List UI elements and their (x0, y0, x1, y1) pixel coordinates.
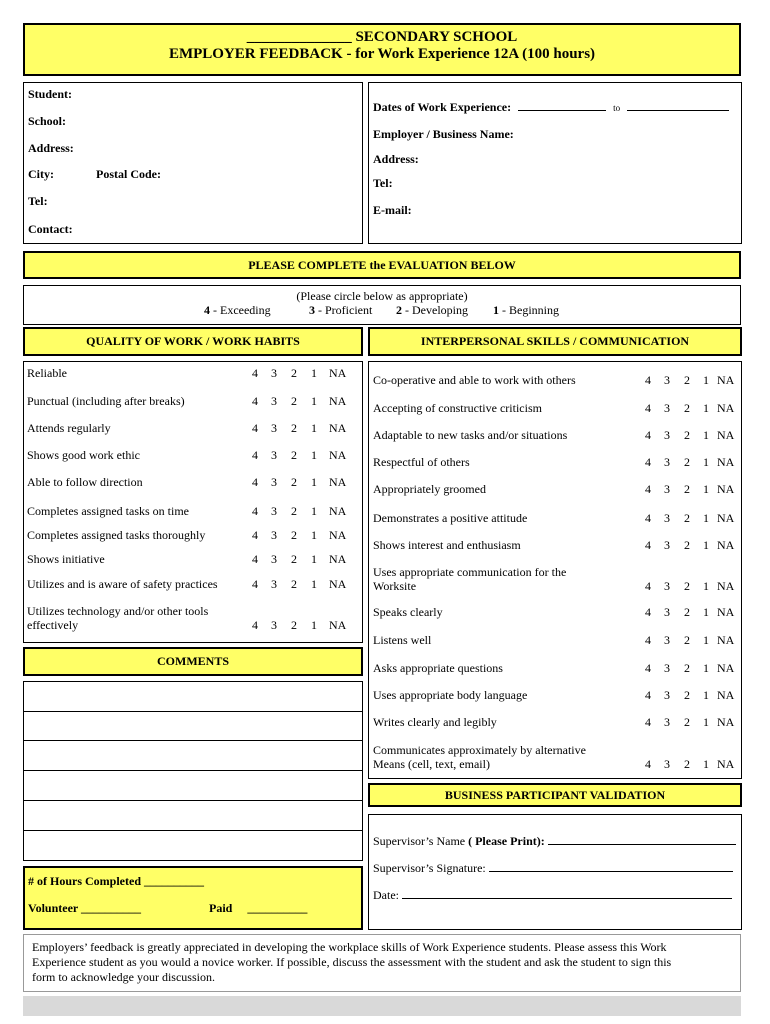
rating-option[interactable]: 2 (684, 373, 690, 387)
rating-option[interactable]: 4 (645, 428, 651, 442)
rating-option[interactable]: 4 (645, 605, 651, 619)
rating-option[interactable]: 3 (664, 715, 670, 729)
rating-option[interactable]: 2 (684, 455, 690, 469)
rating-option[interactable]: 2 (684, 579, 690, 593)
rating-option[interactable]: NA (329, 394, 347, 408)
rating-option[interactable]: 2 (291, 366, 297, 380)
rating-option[interactable]: NA (329, 504, 347, 518)
supervisor-name-text: Supervisor’s Name (373, 834, 466, 848)
rating-option[interactable]: NA (329, 475, 347, 489)
rating-option[interactable]: 3 (664, 688, 670, 702)
student-label: Student: (28, 87, 73, 101)
rating-option[interactable]: 1 (703, 715, 709, 729)
row-label: Speaks clearly (373, 605, 443, 619)
student-info-box (23, 82, 363, 244)
rating-option[interactable]: 3 (664, 633, 670, 647)
row-label: Writes clearly and legibly (373, 715, 497, 729)
rating-option[interactable]: 4 (252, 475, 258, 489)
rating-scale-box (23, 285, 741, 325)
footer-note-box (23, 934, 741, 992)
rating-option[interactable]: 1 (311, 504, 317, 518)
rating-option[interactable]: NA (717, 757, 735, 771)
rating-option[interactable]: NA (329, 366, 347, 380)
dates-from-line[interactable] (518, 101, 606, 111)
rating-option[interactable]: 3 (271, 552, 277, 566)
row-label: Uses appropriate communication for the (373, 565, 567, 579)
rating-option[interactable]: 1 (703, 633, 709, 647)
row-label: Appropriately groomed (373, 482, 486, 496)
rating-option[interactable]: 1 (703, 455, 709, 469)
comments-heading: COMMENTS (157, 654, 229, 668)
rating-option[interactable]: 4 (645, 482, 651, 496)
row-label: Able to follow direction (27, 475, 143, 489)
address-label: Address: (28, 141, 74, 155)
rating-option[interactable]: 4 (645, 661, 651, 675)
dates-label (373, 100, 729, 115)
supervisor-name-label (373, 834, 736, 849)
row-label: Co-operative and able to work with others (373, 373, 576, 387)
rating-option[interactable]: 4 (645, 579, 651, 593)
row-label: Shows good work ethic (27, 448, 140, 462)
contact-label: Contact: (28, 222, 73, 236)
hours-completed (28, 874, 204, 889)
rating-option[interactable]: 2 (684, 511, 690, 525)
rating-option[interactable]: 3 (271, 577, 277, 591)
row-label: Shows interest and enthusiasm (373, 538, 521, 552)
supervisor-signature-text: Supervisor’s Signature: (373, 861, 486, 875)
quality-heading-box (23, 327, 363, 356)
footer-note-line2: Experience student as you would a novice worker. If possible, discuss the assessment with the student and ask the student to sign this (32, 955, 672, 969)
row-label: Utilizes and is aware of safety practices (27, 577, 218, 591)
rating-option[interactable]: 3 (271, 618, 277, 632)
rating-option[interactable]: NA (717, 688, 735, 702)
dates-text: Dates of Work Experience: (373, 100, 512, 114)
rating-option[interactable]: 4 (645, 373, 651, 387)
rating-option[interactable]: 1 (311, 421, 317, 435)
rating-option[interactable]: 4 (645, 455, 651, 469)
school-suffix: SECONDARY SCHOOL (355, 29, 518, 45)
rating-option[interactable]: NA (329, 577, 347, 591)
rating-option[interactable]: 1 (311, 366, 317, 380)
row-label: Utilizes technology and/or other tools (27, 604, 209, 618)
row-label-continued: Worksite (373, 579, 417, 593)
row-label: Respectful of others (373, 455, 470, 469)
rating-option[interactable]: 3 (271, 528, 277, 542)
rating-option[interactable]: 4 (645, 757, 651, 771)
paid-hours (209, 901, 307, 916)
rating-option[interactable]: NA (717, 715, 735, 729)
row-label-continued: Means (cell, text, email) (373, 757, 490, 771)
rating-option[interactable]: 4 (252, 366, 258, 380)
rating-option[interactable]: 1 (703, 605, 709, 619)
rating-option[interactable]: 3 (664, 579, 670, 593)
table-row (24, 604, 362, 632)
table-row (369, 565, 741, 593)
comments-heading-box (23, 647, 363, 676)
rating-option[interactable]: 2 (684, 661, 690, 675)
rating-option[interactable]: NA (717, 428, 735, 442)
table-row (369, 688, 741, 716)
header-title (25, 29, 739, 46)
rating-option[interactable]: 3 (664, 401, 670, 415)
footer-note-line3: form to acknowledge your discussion. (32, 970, 215, 984)
row-label: Completes assigned tasks on time (27, 504, 189, 518)
rating-option[interactable]: 1 (703, 482, 709, 496)
rating-option[interactable]: NA (717, 401, 735, 415)
row-label: Reliable (27, 366, 67, 380)
rating-option[interactable]: 1 (311, 475, 317, 489)
rating-option[interactable]: NA (717, 511, 735, 525)
rating-option[interactable]: 1 (311, 552, 317, 566)
rating-option[interactable]: 1 (703, 579, 709, 593)
scale-proficient: 3 - Proficient (309, 303, 373, 317)
tel-label: Tel: (28, 194, 48, 208)
rating-option[interactable]: 4 (645, 688, 651, 702)
table-row (369, 661, 741, 689)
scale-instruction: (Please circle below as appropriate) (296, 289, 468, 303)
table-row (369, 743, 741, 771)
paid-blank[interactable]: __________ (247, 901, 308, 915)
rating-option[interactable]: 2 (291, 394, 297, 408)
row-label: Adaptable to new tasks and/or situations (373, 428, 568, 442)
rating-option[interactable]: 1 (703, 661, 709, 675)
rating-option[interactable]: NA (329, 528, 347, 542)
rating-option[interactable]: 2 (684, 605, 690, 619)
rating-option[interactable]: 4 (645, 538, 651, 552)
date-line[interactable] (402, 889, 732, 899)
rating-option[interactable]: 3 (271, 504, 277, 518)
rating-option[interactable]: 2 (684, 715, 690, 729)
employer-address-label: Address: (373, 152, 419, 166)
rating-option[interactable]: 3 (664, 511, 670, 525)
rating-option[interactable]: 1 (311, 577, 317, 591)
row-label: Listens well (373, 633, 432, 647)
rating-option[interactable]: 4 (252, 577, 258, 591)
rating-option[interactable]: 3 (271, 475, 277, 489)
rating-option[interactable]: 1 (703, 757, 709, 771)
employer-email-label: E-mail: (373, 203, 412, 217)
rating-option[interactable]: 2 (291, 618, 297, 632)
rating-option[interactable]: 1 (703, 428, 709, 442)
rating-option[interactable]: 4 (252, 394, 258, 408)
rating-option[interactable]: 2 (684, 633, 690, 647)
rating-option[interactable]: NA (329, 448, 347, 462)
rating-option[interactable]: 2 (291, 448, 297, 462)
rating-option[interactable]: 1 (311, 448, 317, 462)
table-row (369, 428, 741, 456)
rating-option[interactable]: 2 (684, 482, 690, 496)
dates-to-line[interactable] (627, 101, 729, 111)
footer-note-line1: Employers’ feedback is greatly appreciated in developing the workplace skills of Work Experience students. Please assess this Work (32, 940, 667, 954)
school-label: School: (28, 114, 67, 128)
rating-option[interactable]: 2 (291, 475, 297, 489)
rating-option[interactable]: 2 (684, 428, 690, 442)
table-row (24, 394, 362, 422)
rating-option[interactable]: 2 (291, 552, 297, 566)
scale-developing: 2 - Developing (396, 303, 468, 317)
supervisor-signature-label (373, 861, 733, 876)
employer-info-box (368, 82, 742, 244)
please-print-text: ( Please Print): (468, 834, 545, 848)
hours-completed-label: # of Hours Completed (28, 874, 141, 888)
rating-option[interactable]: NA (329, 552, 347, 566)
table-row (369, 605, 741, 633)
evaluation-banner-text: PLEASE COMPLETE the EVALUATION BELOW (248, 258, 516, 272)
quality-table (23, 361, 363, 643)
row-label: Uses appropriate body language (373, 688, 528, 702)
comment-line (24, 830, 362, 831)
row-label: Shows initiative (27, 552, 105, 566)
table-row (369, 633, 741, 661)
quality-heading: QUALITY OF WORK / WORK HABITS (86, 334, 300, 348)
header-subtitle: EMPLOYER FEEDBACK - for Work Experience 12A (100 hours) (168, 46, 596, 62)
rating-option[interactable]: 1 (703, 511, 709, 525)
table-row (369, 538, 741, 566)
table-row (369, 401, 741, 429)
table-row (24, 577, 362, 605)
rating-option[interactable]: 1 (311, 618, 317, 632)
school-name-blank: ______________ (246, 29, 352, 45)
rating-option[interactable]: 1 (311, 528, 317, 542)
table-row (369, 455, 741, 483)
comment-line (24, 740, 362, 741)
rating-option[interactable]: NA (329, 618, 347, 632)
comment-line (24, 711, 362, 712)
scale-beginning: 1 - Beginning (493, 303, 559, 317)
rating-option[interactable]: 2 (684, 688, 690, 702)
rating-option[interactable]: 3 (271, 448, 277, 462)
postal-code-label: Postal Code: (96, 167, 161, 181)
table-row (24, 366, 362, 394)
rating-option[interactable]: 4 (645, 633, 651, 647)
volunteer-label: Volunteer (28, 901, 79, 915)
interpersonal-heading: INTERPERSONAL SKILLS / COMMUNICATION (420, 334, 690, 348)
rating-option[interactable]: NA (717, 579, 735, 593)
rating-option[interactable]: 2 (684, 538, 690, 552)
row-label: Asks appropriate questions (373, 661, 503, 675)
row-label: Attends regularly (27, 421, 111, 435)
row-label-continued: effectively (27, 618, 79, 632)
date-label (373, 888, 732, 903)
row-label: Punctual (including after breaks) (27, 394, 185, 408)
rating-option[interactable]: 1 (703, 373, 709, 387)
employer-tel-label: Tel: (373, 176, 393, 190)
footer-bar (23, 996, 741, 1016)
rating-option[interactable]: NA (717, 605, 735, 619)
rating-option[interactable]: 2 (291, 528, 297, 542)
row-label: Accepting of constructive criticism (373, 401, 542, 415)
validation-heading: BUSINESS PARTICIPANT VALIDATION (444, 788, 666, 802)
rating-option[interactable]: 4 (645, 715, 651, 729)
rating-option[interactable]: NA (717, 661, 735, 675)
dates-to: to (613, 103, 621, 113)
interpersonal-table (368, 361, 742, 779)
table-row (369, 511, 741, 539)
rating-option[interactable]: 4 (252, 528, 258, 542)
rating-option[interactable]: 4 (252, 618, 258, 632)
rating-option[interactable]: NA (717, 538, 735, 552)
rating-option[interactable]: 4 (252, 504, 258, 518)
comment-line (24, 800, 362, 801)
rating-option[interactable]: 2 (291, 577, 297, 591)
interpersonal-heading-box (368, 327, 742, 356)
rating-option[interactable]: 1 (703, 688, 709, 702)
form-header (23, 23, 741, 76)
supervisor-signature-line[interactable] (489, 862, 733, 872)
volunteer-blank[interactable]: __________ (81, 901, 142, 915)
rating-option[interactable]: 4 (645, 511, 651, 525)
rating-option[interactable]: 3 (271, 421, 277, 435)
rating-option[interactable]: 3 (271, 366, 277, 380)
rating-option[interactable]: NA (717, 482, 735, 496)
rating-option[interactable]: 4 (645, 401, 651, 415)
table-row (24, 552, 362, 580)
rating-option[interactable]: 4 (252, 552, 258, 566)
scale-exceeding: 4 - Exceeding (204, 303, 271, 317)
comment-line (24, 770, 362, 771)
rating-option[interactable]: 3 (664, 428, 670, 442)
rating-option[interactable]: 3 (664, 373, 670, 387)
rating-option[interactable]: NA (329, 421, 347, 435)
row-label: Demonstrates a positive attitude (373, 511, 528, 525)
row-label: Completes assigned tasks thoroughly (27, 528, 206, 542)
rating-option[interactable]: 1 (703, 538, 709, 552)
table-row (24, 448, 362, 476)
paid-label: Paid (209, 901, 233, 915)
hours-box (23, 866, 363, 930)
table-row (24, 475, 362, 503)
comments-box[interactable] (23, 681, 363, 861)
rating-option[interactable]: 3 (664, 455, 670, 469)
rating-option[interactable]: 1 (703, 401, 709, 415)
employer-name-label: Employer / Business Name: (373, 127, 514, 141)
table-row (24, 421, 362, 449)
rating-option[interactable]: NA (717, 373, 735, 387)
table-row (369, 715, 741, 743)
rating-option[interactable]: 3 (271, 394, 277, 408)
rating-option[interactable]: 2 (684, 401, 690, 415)
table-row (369, 482, 741, 510)
rating-option[interactable]: 3 (664, 661, 670, 675)
rating-option[interactable]: 3 (664, 757, 670, 771)
city-label: City: (28, 167, 54, 181)
hours-completed-blank[interactable]: __________ (144, 874, 204, 888)
rating-option[interactable]: 2 (684, 757, 690, 771)
rating-option[interactable]: 3 (664, 605, 670, 619)
rating-option[interactable]: 4 (252, 421, 258, 435)
rating-option[interactable]: NA (717, 633, 735, 647)
row-label: Communicates approximately by alternative (373, 743, 586, 757)
rating-option[interactable]: 1 (311, 394, 317, 408)
rating-option[interactable]: 4 (252, 448, 258, 462)
supervisor-name-line[interactable] (548, 835, 736, 845)
date-text: Date: (373, 888, 399, 902)
validation-box (368, 814, 742, 930)
rating-option[interactable]: 2 (291, 421, 297, 435)
table-row (369, 373, 741, 401)
rating-option[interactable]: 2 (291, 504, 297, 518)
volunteer-hours (28, 901, 141, 916)
evaluation-banner (23, 251, 741, 279)
rating-option[interactable]: 3 (664, 482, 670, 496)
rating-option[interactable]: 3 (664, 538, 670, 552)
rating-option[interactable]: NA (717, 455, 735, 469)
validation-heading-box (368, 783, 742, 807)
